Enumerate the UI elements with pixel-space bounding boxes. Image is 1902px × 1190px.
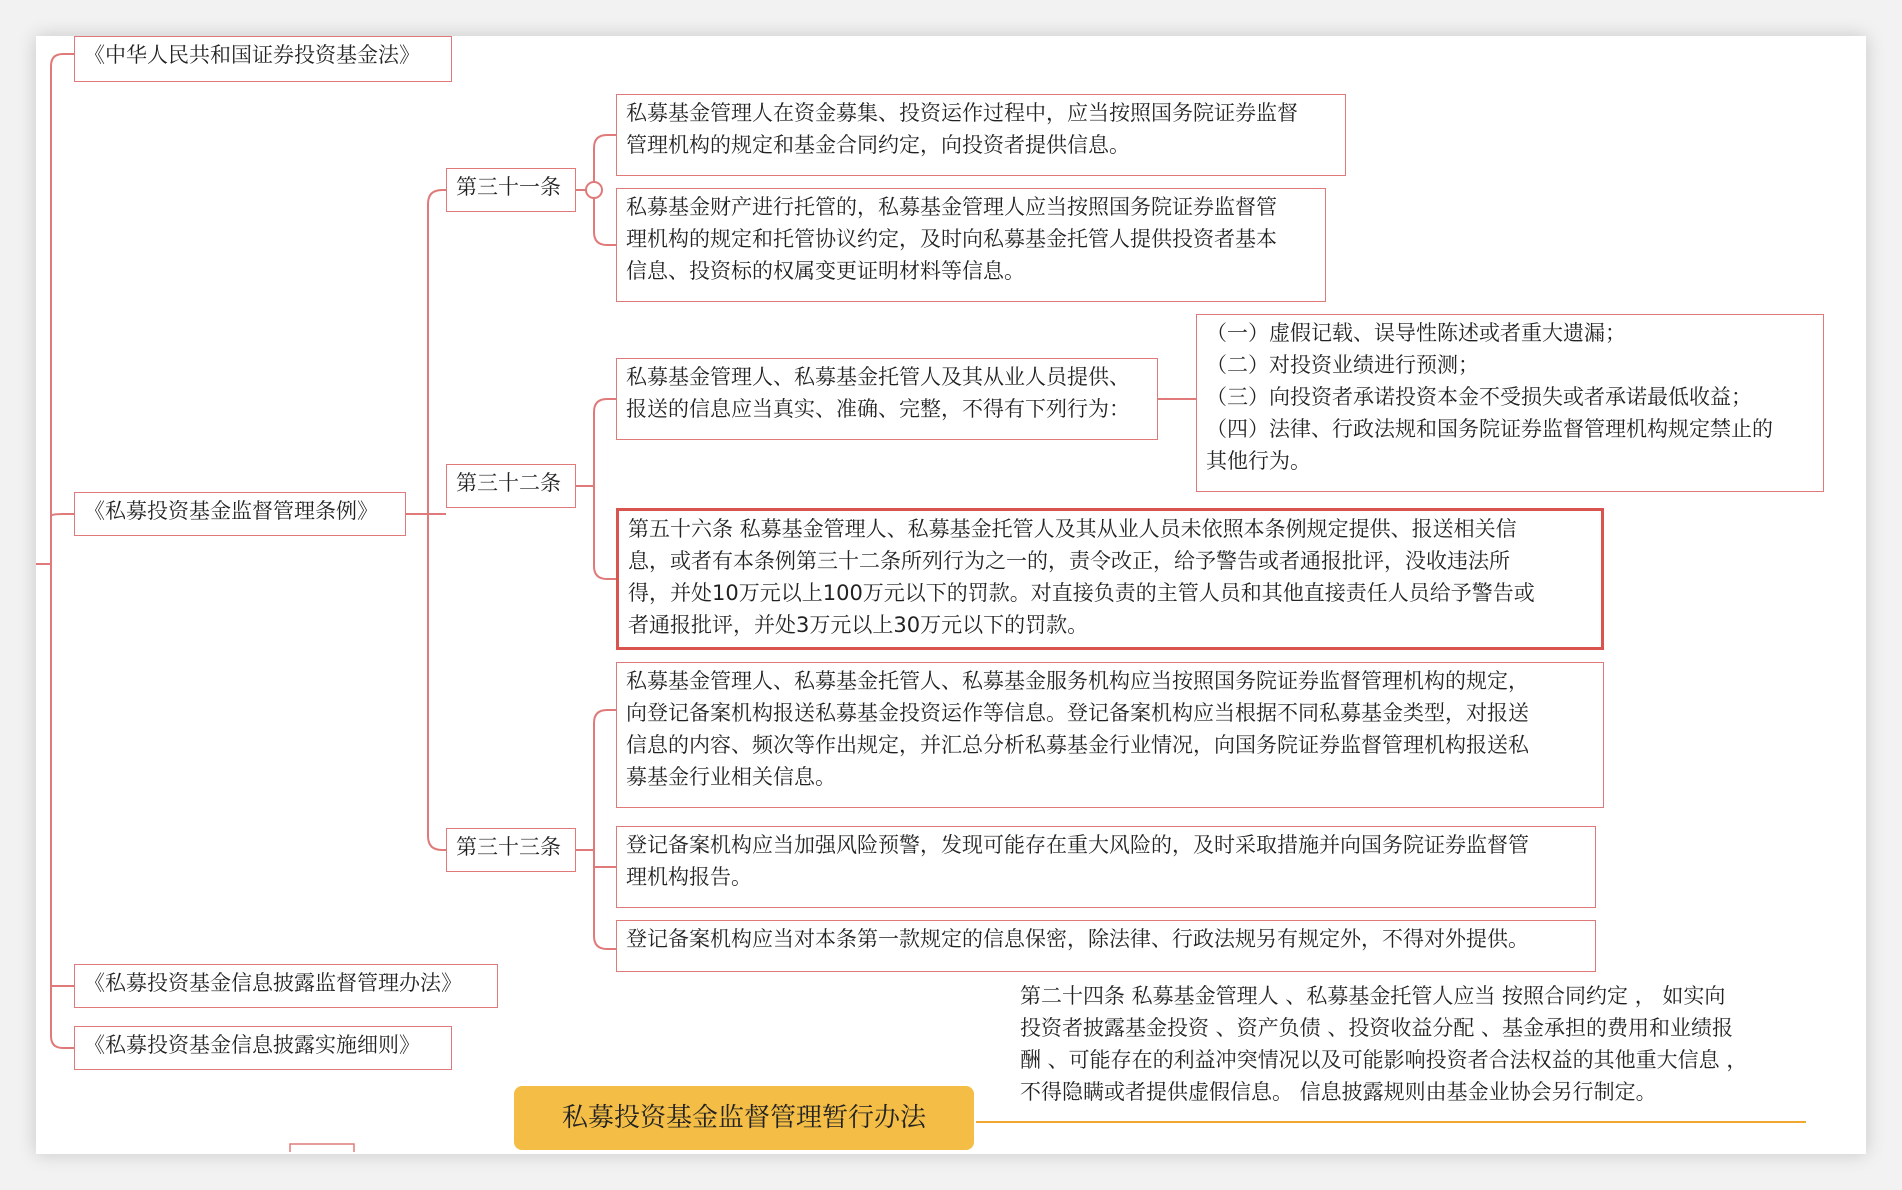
law-disclosure-rules[interactable]: 《私募投资基金信息披露实施细则》 xyxy=(74,1026,452,1070)
art33-clause-3[interactable]: 登记备案机构应当对本条第一款规定的信息保密，除法律、行政法规另有规定外，不得对外提供。 xyxy=(616,920,1596,972)
law-private-fund-regulation[interactable]: 《私募投资基金监督管理条例》 xyxy=(74,492,406,536)
article-33[interactable]: 第三十三条 xyxy=(446,828,576,872)
article-31[interactable]: 第三十一条 xyxy=(446,168,576,212)
article-32[interactable]: 第三十二条 xyxy=(446,464,576,508)
art32-penalty-art56[interactable]: 第五十六条 私募基金管理人、私募基金托管人及其从业人员未依照本条例规定提供、报送相关信 息，或者有本条例第三十二条所列行为之一的，责令改正，给予警告或者通报批评，没收违法所 得，并处10万元以上100万元以下的罚款。对直接负责的主管人员和其他直接责任人员给予警告或 者通报批评，并处3万元以上30万元以下的罚款。 xyxy=(616,508,1604,650)
art33-clause-1[interactable]: 私募基金管理人、私募基金托管人、私募基金服务机构应当按照国务院证券监督管理机构的规定， 向登记备案机构报送私募基金投资运作等信息。登记备案机构应当根据不同私募基金类型，对报送 信息的内容、频次等作出规定，并汇总分析私募基金行业情况，向国务院证券监督管理机构报送私 募基金行业相关信息。 xyxy=(616,662,1604,808)
law-securities-fund[interactable]: 《中华人民共和国证券投资基金法》 xyxy=(74,36,452,82)
art32-main-clause[interactable]: 私募基金管理人、私募基金托管人及其从业人员提供、 报送的信息应当真实、准确、完整，不得有下列行为： xyxy=(616,358,1158,440)
law-disclosure-measures[interactable]: 《私募投资基金信息披露监督管理办法》 xyxy=(74,964,498,1008)
art31-clause-1[interactable]: 私募基金管理人在资金募集、投资运作过程中，应当按照国务院证券监督 管理机构的规定和基金合同约定，向投资者提供信息。 xyxy=(616,94,1346,176)
mindmap-canvas xyxy=(36,36,1866,1154)
article-24-text: 第二十四条 私募基金管理人 、私募基金托管人应当 按照合同约定 ， 如实向 投资者披露基金投资 、资产负债 、投资收益分配 、基金承担的费用和业绩报 酬 、可能存在的利益冲突情况以及可能影响投资者合法权益的其他重大信息 ， 不得隐瞒或者提供虚假信息。 信息披露规则由基金业协会另行制定。 xyxy=(1020,984,1748,1104)
art32-prohibited-items[interactable]: （一）虚假记载、误导性陈述或者重大遗漏； （二）对投资业绩进行预测； （三）向投资者承诺投资本金不受损失或者承诺最低收益； （四）法律、行政法规和国务院证券监督管理机构规定禁止的 其他行为。 xyxy=(1196,314,1824,492)
art31-clause-2[interactable]: 私募基金财产进行托管的，私募基金管理人应当按照国务院证券监督管 理机构的规定和托管协议约定，及时向私募基金托管人提供投资者基本 信息、投资标的权属变更证明材料等信息。 xyxy=(616,188,1326,302)
art33-clause-2[interactable]: 登记备案机构应当加强风险预警，发现可能存在重大风险的，及时采取措施并向国务院证券监督管 理机构报告。 xyxy=(616,826,1596,908)
root-topic[interactable]: 私募投资基金监督管理暂行办法 xyxy=(514,1086,974,1150)
